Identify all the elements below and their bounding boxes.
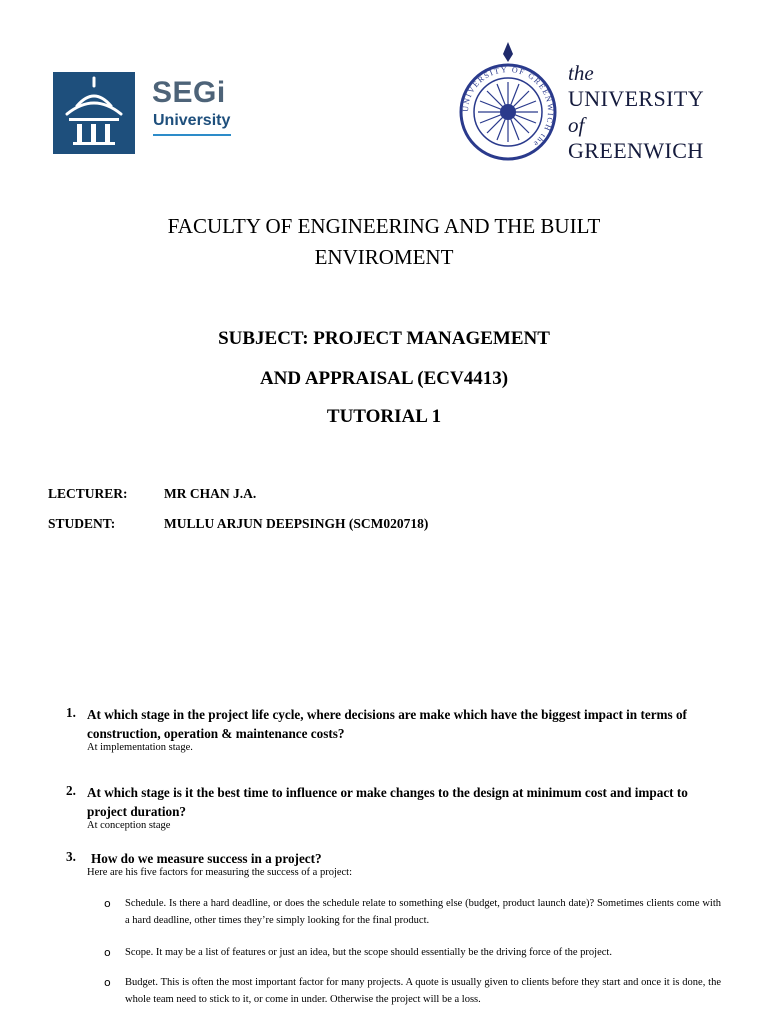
bullet-item: Schedule. Is there a hard deadline, or does the schedule relate to something else (budget, product launch date)? Sometimes clients come with a hard deadline, other times they’re simply looking for the final product. <box>125 898 721 926</box>
segi-underline <box>153 134 231 136</box>
question-text: At which stage is it the best time to influence or make changes to the design at minimum cost and impact to project duration? <box>87 785 688 819</box>
greenwich-wordmark <box>568 60 728 164</box>
student-label: STUDENT: <box>48 516 116 531</box>
bullet-item: Budget. This is often the most important factor for many projects. A quote is usually given to clients before they start and once it is done, the whole team need to stick to it, or come in under. Otherwise the project will be a loss. <box>125 977 721 1005</box>
lecturer-value: MR CHAN J.A. <box>164 486 257 501</box>
question-text: How do we measure success in a project? <box>91 851 322 866</box>
bullet-item: Scope. It may be a list of features or just an idea, but the scope should essentially be the driving force of the project. <box>125 947 612 958</box>
answer-text: At implementation stage. <box>87 742 193 753</box>
subject-title-line2: AND APPRAISAL (ECV4413) <box>259 368 509 389</box>
question-number: 3. <box>66 849 76 864</box>
greenwich-name: GREENWICH <box>568 138 704 163</box>
segi-wordmark: SEGi <box>152 76 226 109</box>
seal-ring-text: UNIVERSITY OF GREENWICH the <box>460 64 556 150</box>
question-number: 2. <box>66 783 76 798</box>
greenwich-the: the <box>568 61 594 85</box>
segi-university-logo <box>53 72 233 156</box>
faculty-title-line2: ENVIROMENT <box>314 245 454 269</box>
greenwich-seal-icon <box>458 40 558 168</box>
greenwich-university: UNIVERSITY <box>568 86 704 111</box>
segi-subtitle: University <box>153 112 231 129</box>
bullet-icon: o <box>104 976 111 989</box>
bullet-icon: o <box>104 946 111 959</box>
subject-title-line1: SUBJECT: PROJECT MANAGEMENT <box>218 328 550 349</box>
segi-emblem-icon <box>53 72 135 154</box>
question-text: At which stage in the project life cycle, where decisions are make which have the biggest impact in terms of construction, operation & maintenance costs? <box>87 707 687 741</box>
bullet-icon: o <box>104 897 111 910</box>
question-number: 1. <box>66 705 76 720</box>
lecturer-label: LECTURER: <box>48 486 128 501</box>
answer-text: Here are his five factors for measuring the success of a project: <box>87 867 353 878</box>
answer-text: At conception stage <box>87 820 171 831</box>
student-value: MULLU ARJUN DEEPSINGH (SCM020718) <box>164 516 429 531</box>
greenwich-of: of <box>568 113 585 137</box>
faculty-title-line1: FACULTY OF ENGINEERING AND THE BUILT <box>167 214 601 238</box>
tutorial-title: TUTORIAL 1 <box>326 406 442 427</box>
